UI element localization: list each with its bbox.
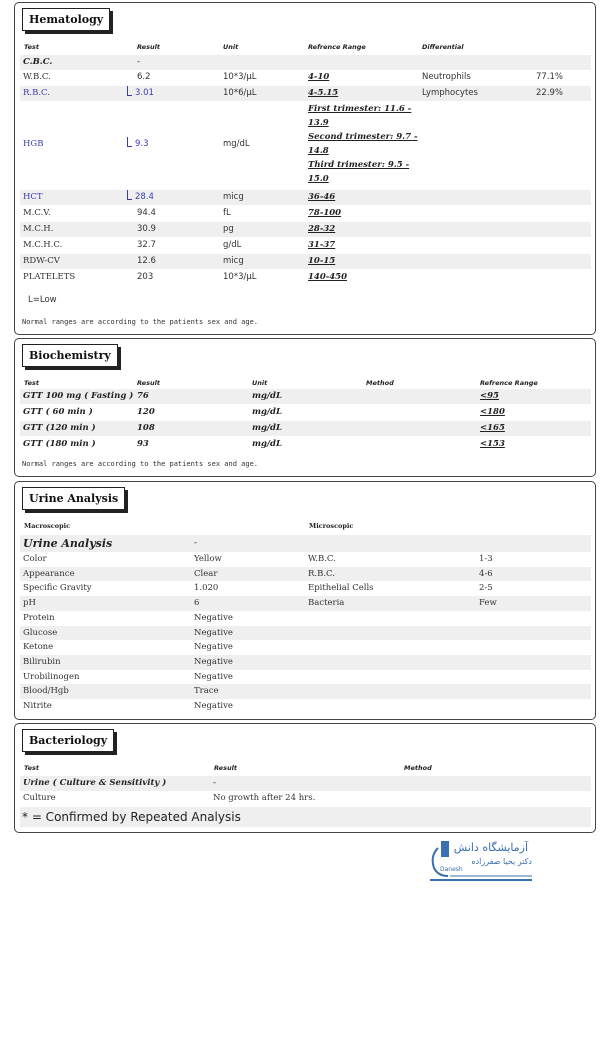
low-legend: L=Low xyxy=(28,295,57,305)
test-name: M.C.V. xyxy=(23,208,51,218)
test-name: M.C.H. xyxy=(23,224,54,234)
table-row xyxy=(20,70,591,85)
differential-value: 77.1% xyxy=(536,72,564,82)
low-flag-icon xyxy=(127,190,132,200)
test-result-low xyxy=(127,86,154,101)
micro-name: Bacteria xyxy=(308,598,345,609)
test-name: Culture xyxy=(23,793,56,803)
test-range: 28-32 xyxy=(308,224,336,234)
footnote: * = Confirmed by Repeated Analysis xyxy=(22,810,241,824)
micro-value: 1-3 xyxy=(479,554,493,564)
header-microscopic: Microscopic xyxy=(309,522,354,530)
low-flag-icon xyxy=(127,137,132,147)
header-result: Result xyxy=(137,379,160,387)
table-row xyxy=(20,611,591,626)
test-result: 6.2 xyxy=(137,72,151,82)
test-range: <165 xyxy=(480,423,505,433)
biochemistry-title: Biochemistry xyxy=(22,344,118,367)
header-result: Result xyxy=(137,43,160,51)
test-range: 31-37 xyxy=(308,240,336,250)
micro-value: 4-6 xyxy=(479,568,493,579)
test-unit: 10*6/µL xyxy=(223,88,257,98)
bacteriology-title: Bacteriology xyxy=(22,729,114,752)
biochemistry-section xyxy=(14,338,596,477)
range-line: First trimester: 11.6 - xyxy=(308,104,412,114)
footnote-row xyxy=(20,807,591,827)
range-line: Third trimester: 9.5 - xyxy=(308,160,410,170)
test-range: 78-100 xyxy=(308,208,342,218)
test-range: <95 xyxy=(480,391,499,401)
test-result: 108 xyxy=(137,423,155,433)
table-row xyxy=(20,776,591,791)
test-name: Appearance xyxy=(23,568,75,579)
table-row xyxy=(20,437,591,452)
micro-name: Epithelial Cells xyxy=(308,583,374,594)
table-row xyxy=(20,421,591,436)
test-result: Negative xyxy=(194,656,233,667)
test-unit: mg/dL xyxy=(223,139,250,149)
table-row xyxy=(20,190,591,205)
test-result: 203 xyxy=(137,272,154,282)
test-name: Urobilinogen xyxy=(23,671,80,682)
test-name: GTT ( 60 min ) xyxy=(23,407,93,417)
test-result: No growth after 24 hrs. xyxy=(213,793,316,803)
test-result: Negative xyxy=(194,612,233,623)
table-row xyxy=(20,206,591,221)
test-result: 120 xyxy=(137,407,155,417)
test-unit: micg xyxy=(223,192,244,202)
group-result: - xyxy=(137,57,141,67)
normal-ranges-note: Normal ranges are according to the patients sex and age. xyxy=(22,318,259,326)
range-line: 15.0 xyxy=(308,174,329,184)
test-result: Negative xyxy=(194,642,233,653)
micro-value: Few xyxy=(479,598,497,609)
test-range: 140-450 xyxy=(308,272,348,282)
table-row xyxy=(20,552,591,567)
table-row xyxy=(20,405,591,420)
test-unit: pg xyxy=(223,224,234,234)
table-row xyxy=(20,254,591,269)
test-name: HCT xyxy=(23,192,43,202)
test-unit: mg/dL xyxy=(252,439,282,449)
test-range: 4-10 xyxy=(308,72,330,82)
test-name: Specific Gravity xyxy=(23,583,92,594)
test-name: Nitrite xyxy=(23,701,52,711)
table-row xyxy=(20,684,591,699)
test-name: M.C.H.C. xyxy=(23,240,63,250)
differential-value: 22.9% xyxy=(536,88,564,98)
test-name: Bilirubin xyxy=(23,656,61,667)
test-name: PLATELETS xyxy=(23,272,76,282)
header-unit: Unit xyxy=(252,379,268,387)
lab-stamp xyxy=(428,838,540,884)
group-name: Urine ( Culture & Sensitivity ) xyxy=(23,778,167,788)
header-method: Method xyxy=(366,379,394,387)
test-result: 94.4 xyxy=(137,208,156,218)
table-row xyxy=(20,596,591,611)
test-name: Protein xyxy=(23,612,55,623)
stamp-line1: آزمایشگاه دانش xyxy=(453,841,528,854)
test-result-low xyxy=(127,137,149,152)
test-unit: mg/dL xyxy=(252,423,282,433)
test-range: 4-5.15 xyxy=(308,88,339,98)
test-name: pH xyxy=(23,598,36,609)
header-test: Test xyxy=(24,379,39,387)
header-test: Test xyxy=(24,764,39,772)
range-line: 14.8 xyxy=(308,146,329,156)
test-unit: 10*3/µL xyxy=(223,72,257,82)
table-row xyxy=(20,270,591,285)
table-row xyxy=(20,567,591,582)
group-result: - xyxy=(194,538,198,548)
test-unit: 10*3/µL xyxy=(223,272,257,282)
range-line: Second trimester: 9.7 - xyxy=(308,132,418,142)
table-row xyxy=(20,640,591,655)
table-row-hgb xyxy=(20,102,591,188)
test-name: GTT (120 min ) xyxy=(23,423,96,433)
test-result: 1.020 xyxy=(194,583,219,594)
test-name: R.B.C. xyxy=(23,88,50,98)
result-value: 9.3 xyxy=(135,139,149,149)
table-row xyxy=(20,238,591,253)
differential-name: Neutrophils xyxy=(422,72,471,82)
test-result: 6 xyxy=(194,598,200,609)
urine-title: Urine Analysis xyxy=(22,487,125,510)
micro-value: 2-5 xyxy=(479,583,493,594)
test-unit: g/dL xyxy=(223,240,242,250)
test-result: 76 xyxy=(137,391,149,401)
urine-section xyxy=(14,481,596,720)
test-result: Negative xyxy=(194,671,233,682)
table-row xyxy=(20,535,591,552)
header-unit: Unit xyxy=(223,43,239,51)
test-range: 10-15 xyxy=(308,256,336,266)
header-range: Refrence Range xyxy=(308,43,366,51)
range-line: 13.9 xyxy=(308,118,329,128)
result-value: 28.4 xyxy=(135,192,154,202)
group-name: C.B.C. xyxy=(23,57,53,67)
result-value: 3.01 xyxy=(135,88,154,98)
stamp-line3: Danesh xyxy=(440,866,463,873)
header-test: Test xyxy=(24,43,39,51)
test-result: 30.9 xyxy=(137,224,156,234)
group-name: Urine Analysis xyxy=(23,537,113,550)
test-result: Trace xyxy=(194,686,219,697)
hematology-title: Hematology xyxy=(22,8,110,31)
header-method: Method xyxy=(404,764,432,772)
test-name: GTT (180 min ) xyxy=(23,439,96,449)
test-name: Ketone xyxy=(23,642,54,653)
test-name: Blood/Hgb xyxy=(23,686,69,697)
low-flag-icon xyxy=(127,86,132,96)
microscope-logo-icon xyxy=(428,838,540,884)
hematology-section xyxy=(14,2,596,335)
test-name: RDW-CV xyxy=(23,256,60,266)
test-range: <180 xyxy=(480,407,505,417)
header-macroscopic: Macroscopic xyxy=(24,522,71,530)
test-unit: mg/dL xyxy=(252,407,282,417)
test-result-low xyxy=(127,190,154,205)
test-result: 12.6 xyxy=(137,256,156,266)
test-unit: micg xyxy=(223,256,244,266)
test-result: Yellow xyxy=(194,554,222,564)
header-result: Result xyxy=(214,764,237,772)
group-result: - xyxy=(213,778,217,788)
test-result: Clear xyxy=(194,568,218,579)
test-unit: mg/dL xyxy=(252,391,282,401)
table-row xyxy=(20,55,591,70)
test-range: 36-46 xyxy=(308,192,336,202)
micro-name: W.B.C. xyxy=(308,554,336,564)
table-row xyxy=(20,581,591,596)
table-row xyxy=(20,389,591,404)
test-result: Negative xyxy=(194,701,233,711)
test-range: <153 xyxy=(480,439,505,449)
bacteriology-section xyxy=(14,723,596,833)
header-differential: Differential xyxy=(422,43,464,51)
table-row xyxy=(20,655,591,670)
table-row xyxy=(20,791,591,806)
differential-name: Lymphocytes xyxy=(422,88,478,98)
test-result: Negative xyxy=(194,627,233,638)
header-range: Refrence Range xyxy=(480,379,538,387)
micro-name: R.B.C. xyxy=(308,568,335,579)
table-row xyxy=(20,222,591,237)
table-row xyxy=(20,86,591,101)
normal-ranges-note: Normal ranges are according to the patients sex and age. xyxy=(22,460,259,468)
test-name: HGB xyxy=(23,139,44,149)
test-result: 93 xyxy=(137,439,149,449)
test-name: W.B.C. xyxy=(23,72,51,82)
table-row xyxy=(20,670,591,685)
test-result: 32.7 xyxy=(137,240,156,250)
table-row xyxy=(20,626,591,641)
table-row xyxy=(20,699,591,714)
test-unit: fL xyxy=(223,208,231,218)
test-name: Color xyxy=(23,554,47,564)
test-name: Glucose xyxy=(23,627,58,638)
stamp-line2: دکتر یحیا صفرزاده xyxy=(471,857,532,866)
test-name: GTT 100 mg ( Fasting ) xyxy=(23,391,134,401)
